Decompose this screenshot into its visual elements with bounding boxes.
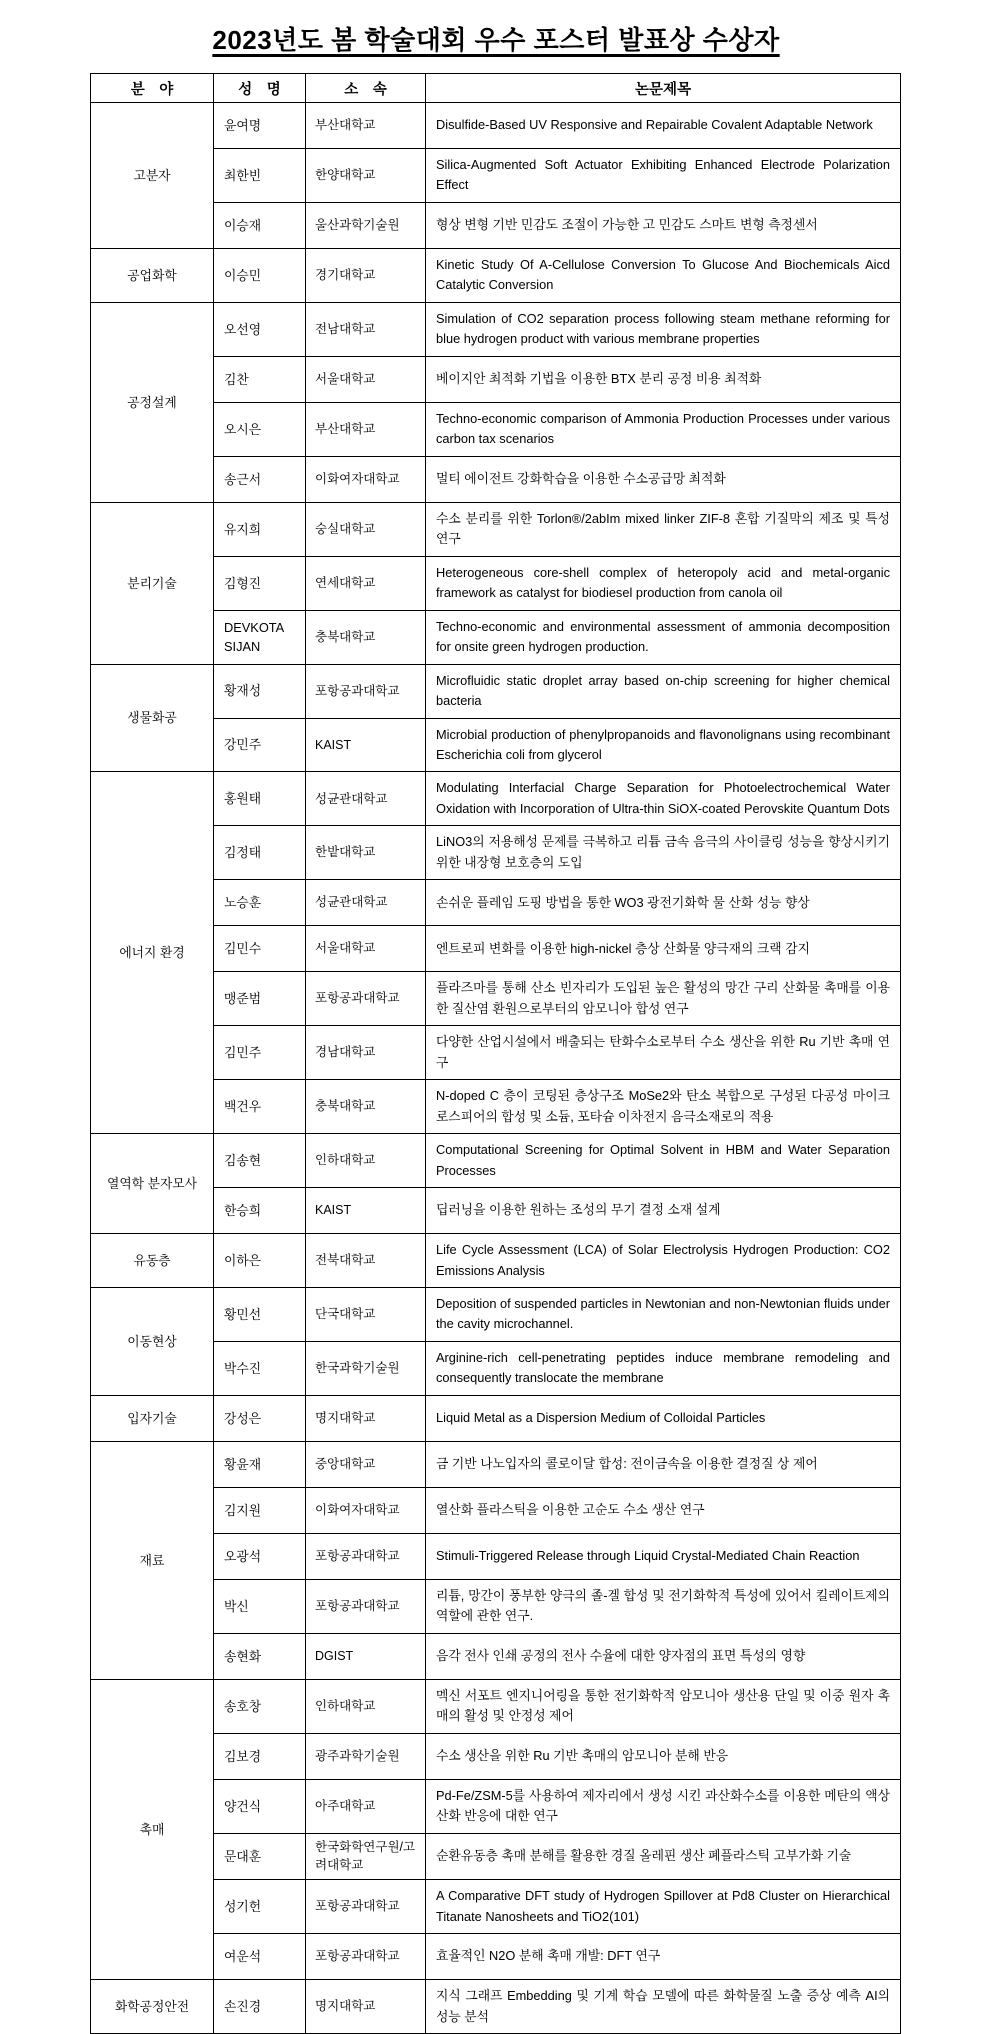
- affiliation-cell: 한양대학교: [306, 149, 426, 203]
- table-row: [91, 1134, 901, 1188]
- table-row: [91, 1234, 901, 1288]
- name-cell: 김민수: [214, 926, 306, 972]
- affiliation-cell: 명지대학교: [306, 1395, 426, 1441]
- category-cell: 에너지 환경: [91, 772, 214, 1134]
- affiliation-cell: 포항공과대학교: [306, 1579, 426, 1633]
- affiliation-cell: 숭실대학교: [306, 502, 426, 556]
- table-row: [91, 103, 901, 149]
- awards-table: [90, 73, 901, 2034]
- table-row: [91, 502, 901, 556]
- name-cell: 한승희: [214, 1188, 306, 1234]
- paper-title-cell: 형상 변형 기반 민감도 조절이 가능한 고 민감도 스마트 변형 측정센서: [426, 202, 901, 248]
- paper-title-cell: 수소 생산을 위한 Ru 기반 촉매의 암모니아 분해 반응: [426, 1733, 901, 1779]
- category-cell: 고분자: [91, 103, 214, 249]
- column-header-affiliation: 소 속: [306, 74, 426, 103]
- paper-title-cell: Arginine-rich cell-penetrating peptides induce membrane remodeling and consequently translocate the membrane: [426, 1341, 901, 1395]
- affiliation-cell: 포항공과대학교: [306, 664, 426, 718]
- category-cell: 유동층: [91, 1234, 214, 1288]
- affiliation-cell: 아주대학교: [306, 1779, 426, 1833]
- name-cell: DEVKOTA SIJAN: [214, 610, 306, 664]
- name-cell: 송호창: [214, 1679, 306, 1733]
- name-cell: 김보경: [214, 1733, 306, 1779]
- affiliation-cell: 인하대학교: [306, 1679, 426, 1733]
- affiliation-cell: 포항공과대학교: [306, 1880, 426, 1934]
- name-cell: 윤여명: [214, 103, 306, 149]
- paper-title-cell: 다양한 산업시설에서 배출되는 탄화수소로부터 수소 생산을 위한 Ru 기반 촉매 연구: [426, 1026, 901, 1080]
- name-cell: 백건우: [214, 1080, 306, 1134]
- name-cell: 황윤재: [214, 1441, 306, 1487]
- affiliation-cell: 한국화학연구원/고려대학교: [306, 1833, 426, 1880]
- awards-table-body: [91, 103, 901, 2034]
- name-cell: 오선영: [214, 302, 306, 356]
- name-cell: 황민선: [214, 1288, 306, 1342]
- affiliation-cell: 성균관대학교: [306, 772, 426, 826]
- paper-title-cell: Deposition of suspended particles in Newtonian and non-Newtonian fluids under the cavity microchannel.: [426, 1288, 901, 1342]
- paper-title-cell: 멀티 에이전트 강화학습을 이용한 수소공급망 최적화: [426, 456, 901, 502]
- affiliation-cell: 포항공과대학교: [306, 1934, 426, 1980]
- category-cell: 촉매: [91, 1679, 214, 1979]
- affiliation-cell: 이화여자대학교: [306, 1487, 426, 1533]
- paper-title-cell: 음각 전사 인쇄 공정의 전사 수율에 대한 양자점의 표면 특성의 영향: [426, 1633, 901, 1679]
- name-cell: 오광석: [214, 1533, 306, 1579]
- table-row: [91, 1395, 901, 1441]
- affiliation-cell: 중앙대학교: [306, 1441, 426, 1487]
- affiliation-cell: 포항공과대학교: [306, 972, 426, 1026]
- paper-title-cell: Techno-economic and environmental assessment of ammonia decomposition for onsite green hydrogen production.: [426, 610, 901, 664]
- table-row: [91, 664, 901, 718]
- affiliation-cell: 전북대학교: [306, 1234, 426, 1288]
- paper-title-cell: Liquid Metal as a Dispersion Medium of Colloidal Particles: [426, 1395, 901, 1441]
- paper-title-cell: 순환유동층 촉매 분해를 활용한 경질 올레핀 생산 폐플라스틱 고부가화 기술: [426, 1833, 901, 1880]
- affiliation-cell: KAIST: [306, 718, 426, 772]
- name-cell: 여운석: [214, 1934, 306, 1980]
- affiliation-cell: 부산대학교: [306, 402, 426, 456]
- category-cell: 열역학 분자모사: [91, 1134, 214, 1234]
- paper-title-cell: 베이지안 최적화 기법을 이용한 BTX 분리 공정 비용 최적화: [426, 356, 901, 402]
- paper-title-cell: Modulating Interfacial Charge Separation for Photoelectrochemical Water Oxidation with Incorporation of Ultra-thin SiOX-coated Perovskite Quantum Dots: [426, 772, 901, 826]
- affiliation-cell: 부산대학교: [306, 103, 426, 149]
- name-cell: 양건식: [214, 1779, 306, 1833]
- paper-title-cell: 금 기반 나노입자의 콜로이달 합성: 전이금속을 이용한 결정질 상 제어: [426, 1441, 901, 1487]
- affiliation-cell: 광주과학기술원: [306, 1733, 426, 1779]
- name-cell: 최한빈: [214, 149, 306, 203]
- paper-title-cell: 플라즈마를 통해 산소 빈자리가 도입된 높은 활성의 망간 구리 산화물 촉매를 이용한 질산염 환원으로부터의 암모니아 합성 연구: [426, 972, 901, 1026]
- name-cell: 강성은: [214, 1395, 306, 1441]
- affiliation-cell: 충북대학교: [306, 610, 426, 664]
- table-row: [91, 248, 901, 302]
- paper-title-cell: N-doped C 층이 코팅된 층상구조 MoSe2와 탄소 복합으로 구성된 다공성 마이크로스피어의 합성 및 소듐, 포타슘 이차전지 음극소재로의 적용: [426, 1080, 901, 1134]
- paper-title-cell: 리튬, 망간이 풍부한 양극의 졸-겔 합성 및 전기화학적 특성에 있어서 킬레이트제의 역할에 관한 연구.: [426, 1579, 901, 1633]
- name-cell: 이하은: [214, 1234, 306, 1288]
- affiliation-cell: 명지대학교: [306, 1980, 426, 2034]
- name-cell: 문대훈: [214, 1833, 306, 1880]
- affiliation-cell: 단국대학교: [306, 1288, 426, 1342]
- affiliation-cell: 포항공과대학교: [306, 1533, 426, 1579]
- affiliation-cell: 성균관대학교: [306, 880, 426, 926]
- affiliation-cell: 울산과학기술원: [306, 202, 426, 248]
- column-header-category: 분 야: [91, 74, 214, 103]
- affiliation-cell: 전남대학교: [306, 302, 426, 356]
- name-cell: 오시은: [214, 402, 306, 456]
- name-cell: 송근서: [214, 456, 306, 502]
- name-cell: 박신: [214, 1579, 306, 1633]
- category-cell: 화학공정안전: [91, 1980, 214, 2034]
- affiliation-cell: 경기대학교: [306, 248, 426, 302]
- paper-title-cell: Techno-economic comparison of Ammonia Production Processes under various carbon tax scenarios: [426, 402, 901, 456]
- affiliation-cell: 한밭대학교: [306, 826, 426, 880]
- name-cell: 송현화: [214, 1633, 306, 1679]
- table-header-row: [91, 74, 901, 103]
- column-header-name: 성 명: [214, 74, 306, 103]
- name-cell: 박수진: [214, 1341, 306, 1395]
- paper-title-cell: 열산화 플라스틱을 이용한 고순도 수소 생산 연구: [426, 1487, 901, 1533]
- affiliation-cell: 경남대학교: [306, 1026, 426, 1080]
- name-cell: 성기헌: [214, 1880, 306, 1934]
- paper-title-cell: Simulation of CO2 separation process following steam methane reforming for blue hydrogen product with various membrane properties: [426, 302, 901, 356]
- page-title: [0, 20, 992, 57]
- paper-title-cell: 효율적인 N2O 분해 촉매 개발: DFT 연구: [426, 1934, 901, 1980]
- name-cell: 황재성: [214, 664, 306, 718]
- paper-title-cell: Heterogeneous core-shell complex of heteropoly acid and metal-organic framework as catalyst for biodiesel production from canola oil: [426, 556, 901, 610]
- table-row: [91, 1679, 901, 1733]
- paper-title-cell: Kinetic Study Of A-Cellulose Conversion To Glucose And Biochemicals Aicd Catalytic Conversion: [426, 248, 901, 302]
- name-cell: 김찬: [214, 356, 306, 402]
- affiliation-cell: 서울대학교: [306, 926, 426, 972]
- category-cell: 분리기술: [91, 502, 214, 664]
- paper-title-cell: Stimuli-Triggered Release through Liquid Crystal-Mediated Chain Reaction: [426, 1533, 901, 1579]
- paper-title-cell: LiNO3의 저용해성 문제를 극복하고 리튬 금속 음극의 사이클링 성능을 향상시키기 위한 내장형 보호층의 도입: [426, 826, 901, 880]
- paper-title-cell: Microfluidic static droplet array based on-chip screening for higher chemical bacteria: [426, 664, 901, 718]
- name-cell: 강민주: [214, 718, 306, 772]
- affiliation-cell: 이화여자대학교: [306, 456, 426, 502]
- category-cell: 입자기술: [91, 1395, 214, 1441]
- category-cell: 생물화공: [91, 664, 214, 772]
- name-cell: 김민주: [214, 1026, 306, 1080]
- category-cell: 이동현상: [91, 1288, 214, 1396]
- paper-title-cell: Pd-Fe/ZSM-5를 사용하여 제자리에서 생성 시킨 과산화수소를 이용한 메탄의 액상산화 반응에 대한 연구: [426, 1779, 901, 1833]
- paper-title-cell: 손쉬운 플레임 도핑 방법을 통한 WO3 광전기화학 물 산화 성능 향상: [426, 880, 901, 926]
- affiliation-cell: 충북대학교: [306, 1080, 426, 1134]
- table-row: [91, 1288, 901, 1342]
- name-cell: 이승민: [214, 248, 306, 302]
- category-cell: 공정설계: [91, 302, 214, 502]
- table-row: [91, 772, 901, 826]
- category-cell: 재료: [91, 1441, 214, 1679]
- name-cell: 김송현: [214, 1134, 306, 1188]
- paper-title-cell: A Comparative DFT study of Hydrogen Spillover at Pd8 Cluster on Hierarchical Titanate Nanosheets and TiO2(101): [426, 1880, 901, 1934]
- name-cell: 김형진: [214, 556, 306, 610]
- paper-title-cell: 수소 분리를 위한 Torlon®/2abIm mixed linker ZIF-8 혼합 기질막의 제조 및 특성 연구: [426, 502, 901, 556]
- column-header-paper-title: 논문제목: [426, 74, 901, 103]
- table-row: [91, 1441, 901, 1487]
- table-row: [91, 302, 901, 356]
- paper-title-cell: 지식 그래프 Embedding 및 기계 학습 모델에 따른 화학물질 노출 증상 예측 AI의 성능 분석: [426, 1980, 901, 2034]
- paper-title-cell: Computational Screening for Optimal Solvent in HBM and Water Separation Processes: [426, 1134, 901, 1188]
- name-cell: 손진경: [214, 1980, 306, 2034]
- name-cell: 노승훈: [214, 880, 306, 926]
- affiliation-cell: 서울대학교: [306, 356, 426, 402]
- name-cell: 홍원태: [214, 772, 306, 826]
- affiliation-cell: 연세대학교: [306, 556, 426, 610]
- paper-title-cell: Disulfide-Based UV Responsive and Repairable Covalent Adaptable Network: [426, 103, 901, 149]
- paper-title-cell: Life Cycle Assessment (LCA) of Solar Electrolysis Hydrogen Production: CO2 Emissions Analysis: [426, 1234, 901, 1288]
- paper-title-cell: 엔트로피 변화를 이용한 high-nickel 층상 산화물 양극재의 크랙 감지: [426, 926, 901, 972]
- category-cell: 공업화학: [91, 248, 214, 302]
- affiliation-cell: KAIST: [306, 1188, 426, 1234]
- paper-title-cell: Silica-Augmented Soft Actuator Exhibiting Enhanced Electrode Polarization Effect: [426, 149, 901, 203]
- name-cell: 김지원: [214, 1487, 306, 1533]
- paper-title-cell: 딥러닝을 이용한 원하는 조성의 무기 결정 소재 설계: [426, 1188, 901, 1234]
- name-cell: 유지희: [214, 502, 306, 556]
- table-row: [91, 1980, 901, 2034]
- paper-title-cell: Microbial production of phenylpropanoids and flavonolignans using recombinant Escherichia coli from glycerol: [426, 718, 901, 772]
- paper-title-cell: 멕신 서포트 엔지니어링을 통한 전기화학적 암모니아 생산용 단일 및 이중 원자 촉매의 활성 및 안정성 제어: [426, 1679, 901, 1733]
- affiliation-cell: 인하대학교: [306, 1134, 426, 1188]
- page-title-text: 2023년도 봄 학술대회 우수 포스터 발표상 수상자: [212, 25, 780, 55]
- name-cell: 맹준범: [214, 972, 306, 1026]
- name-cell: 김정태: [214, 826, 306, 880]
- affiliation-cell: 한국과학기술원: [306, 1341, 426, 1395]
- name-cell: 이승재: [214, 202, 306, 248]
- affiliation-cell: DGIST: [306, 1633, 426, 1679]
